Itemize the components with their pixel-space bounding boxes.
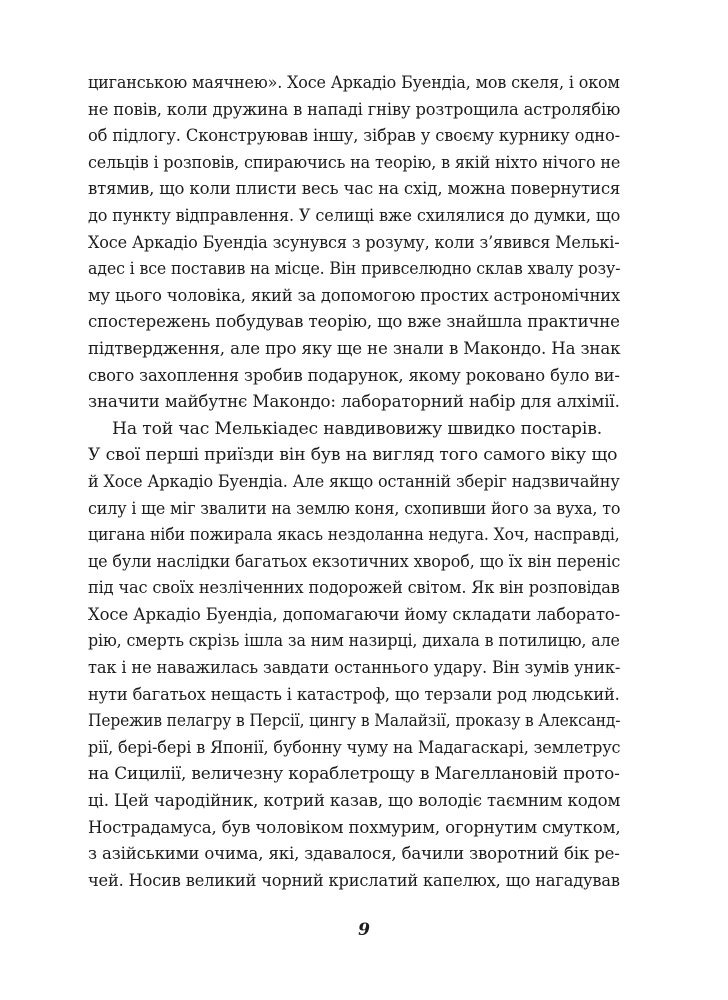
text-line: цигана ніби пожирала якась нездоланна недуга. Хоч, насправді, bbox=[88, 525, 620, 546]
text-line: до пункту відправлення. У селищі вже схилялися до думки, що bbox=[88, 205, 621, 226]
text-line: рії, бері-бері в Японії, бубонну чуму на Мадагаскарі, землетрус bbox=[88, 737, 621, 758]
text-line: спостережень побудував теорію, що вже знайшла практичне bbox=[88, 312, 620, 333]
text-line: значити майбутнє Макондо: лабораторний набір для алхімії. bbox=[88, 392, 620, 413]
text-line: Нострадамуса, був чоловіком похмурим, огорнутим смутком, bbox=[88, 817, 621, 838]
text-line: чей. Носив великий чорний крислатий капелюх, що нагадував bbox=[88, 870, 620, 891]
text-line: це були наслідки багатьох екзотичних хвороб, що їх він переніс bbox=[88, 551, 621, 572]
text-line: нути багатьох нещасть і катастроф, що терзали род людський. bbox=[88, 684, 620, 705]
text-line: свого захоплення зробив подарунок, якому роковано було ви- bbox=[88, 365, 620, 386]
paragraph-2 bbox=[88, 416, 620, 895]
text-line: Пережив пелагру в Персії, цингу в Малайзії, проказу в Александ- bbox=[88, 711, 621, 732]
body-text bbox=[88, 70, 620, 894]
text-line: адес і все поставив на місце. Він привселюдно склав хвалу розу- bbox=[88, 259, 621, 280]
text-line: ці. Цей чародійник, котрий казав, що володіє таємним кодом bbox=[88, 791, 621, 812]
text-line: під час своїх незліченних подорожей світом. Як він розповідав bbox=[88, 578, 620, 599]
text-line: На той час Мелькіадес навдивовижу швидко постарів. bbox=[112, 418, 603, 439]
text-line: сельців і розповів, спираючись на теорію, в якій ніхто нічого не bbox=[88, 152, 621, 173]
text-line: з азійськими очима, які, здавалося, бачили зворотний бік ре- bbox=[88, 844, 620, 865]
text-line: му цього чоловіка, який за допомогою простих астрономічних bbox=[88, 285, 621, 306]
text-line: циганською маячнею». Хосе Аркадіо Буендіа, мов скеля, і оком bbox=[88, 73, 620, 93]
text-line: так і не наважилась завдати останнього удару. Він зумів уник- bbox=[88, 658, 621, 679]
page-number: 9 bbox=[358, 920, 370, 940]
text-line: У свої перші приїзди він був на вигляд того самого віку що bbox=[88, 445, 618, 466]
text-line: Хосе Аркадіо Буендіа зсунувся з розуму, коли з’явився Мелькі- bbox=[88, 232, 620, 253]
text-line: підтвердження, але про яку ще не знали в Макондо. На знак bbox=[88, 338, 621, 359]
text-line: Хосе Аркадіо Буендіа, допомагаючи йому складати лаборато- bbox=[88, 604, 621, 625]
text-line: не повів, коли дружина в нападі гніву розтрощила астролябію bbox=[88, 99, 621, 120]
text-line: рію, смерть скрізь ішла за ним назирці, дихала в потилицю, але bbox=[88, 631, 620, 652]
text-line: втямив, що коли плисти весь час на схід, можна повернутися bbox=[88, 179, 621, 200]
text-line: об підлогу. Сконструював іншу, зібрав у своєму курнику одно- bbox=[88, 126, 620, 147]
text-line: на Сицилії, величезну кораблетрощу в Магеллановій прото- bbox=[88, 764, 620, 785]
text-line: й Хосе Аркадіо Буендіа. Але якщо останній зберіг надзвичайну bbox=[88, 471, 620, 492]
text-line: силу і ще міг звалити на землю коня, схопивши його за вуха, то bbox=[88, 498, 621, 519]
paragraph-1 bbox=[88, 70, 620, 416]
